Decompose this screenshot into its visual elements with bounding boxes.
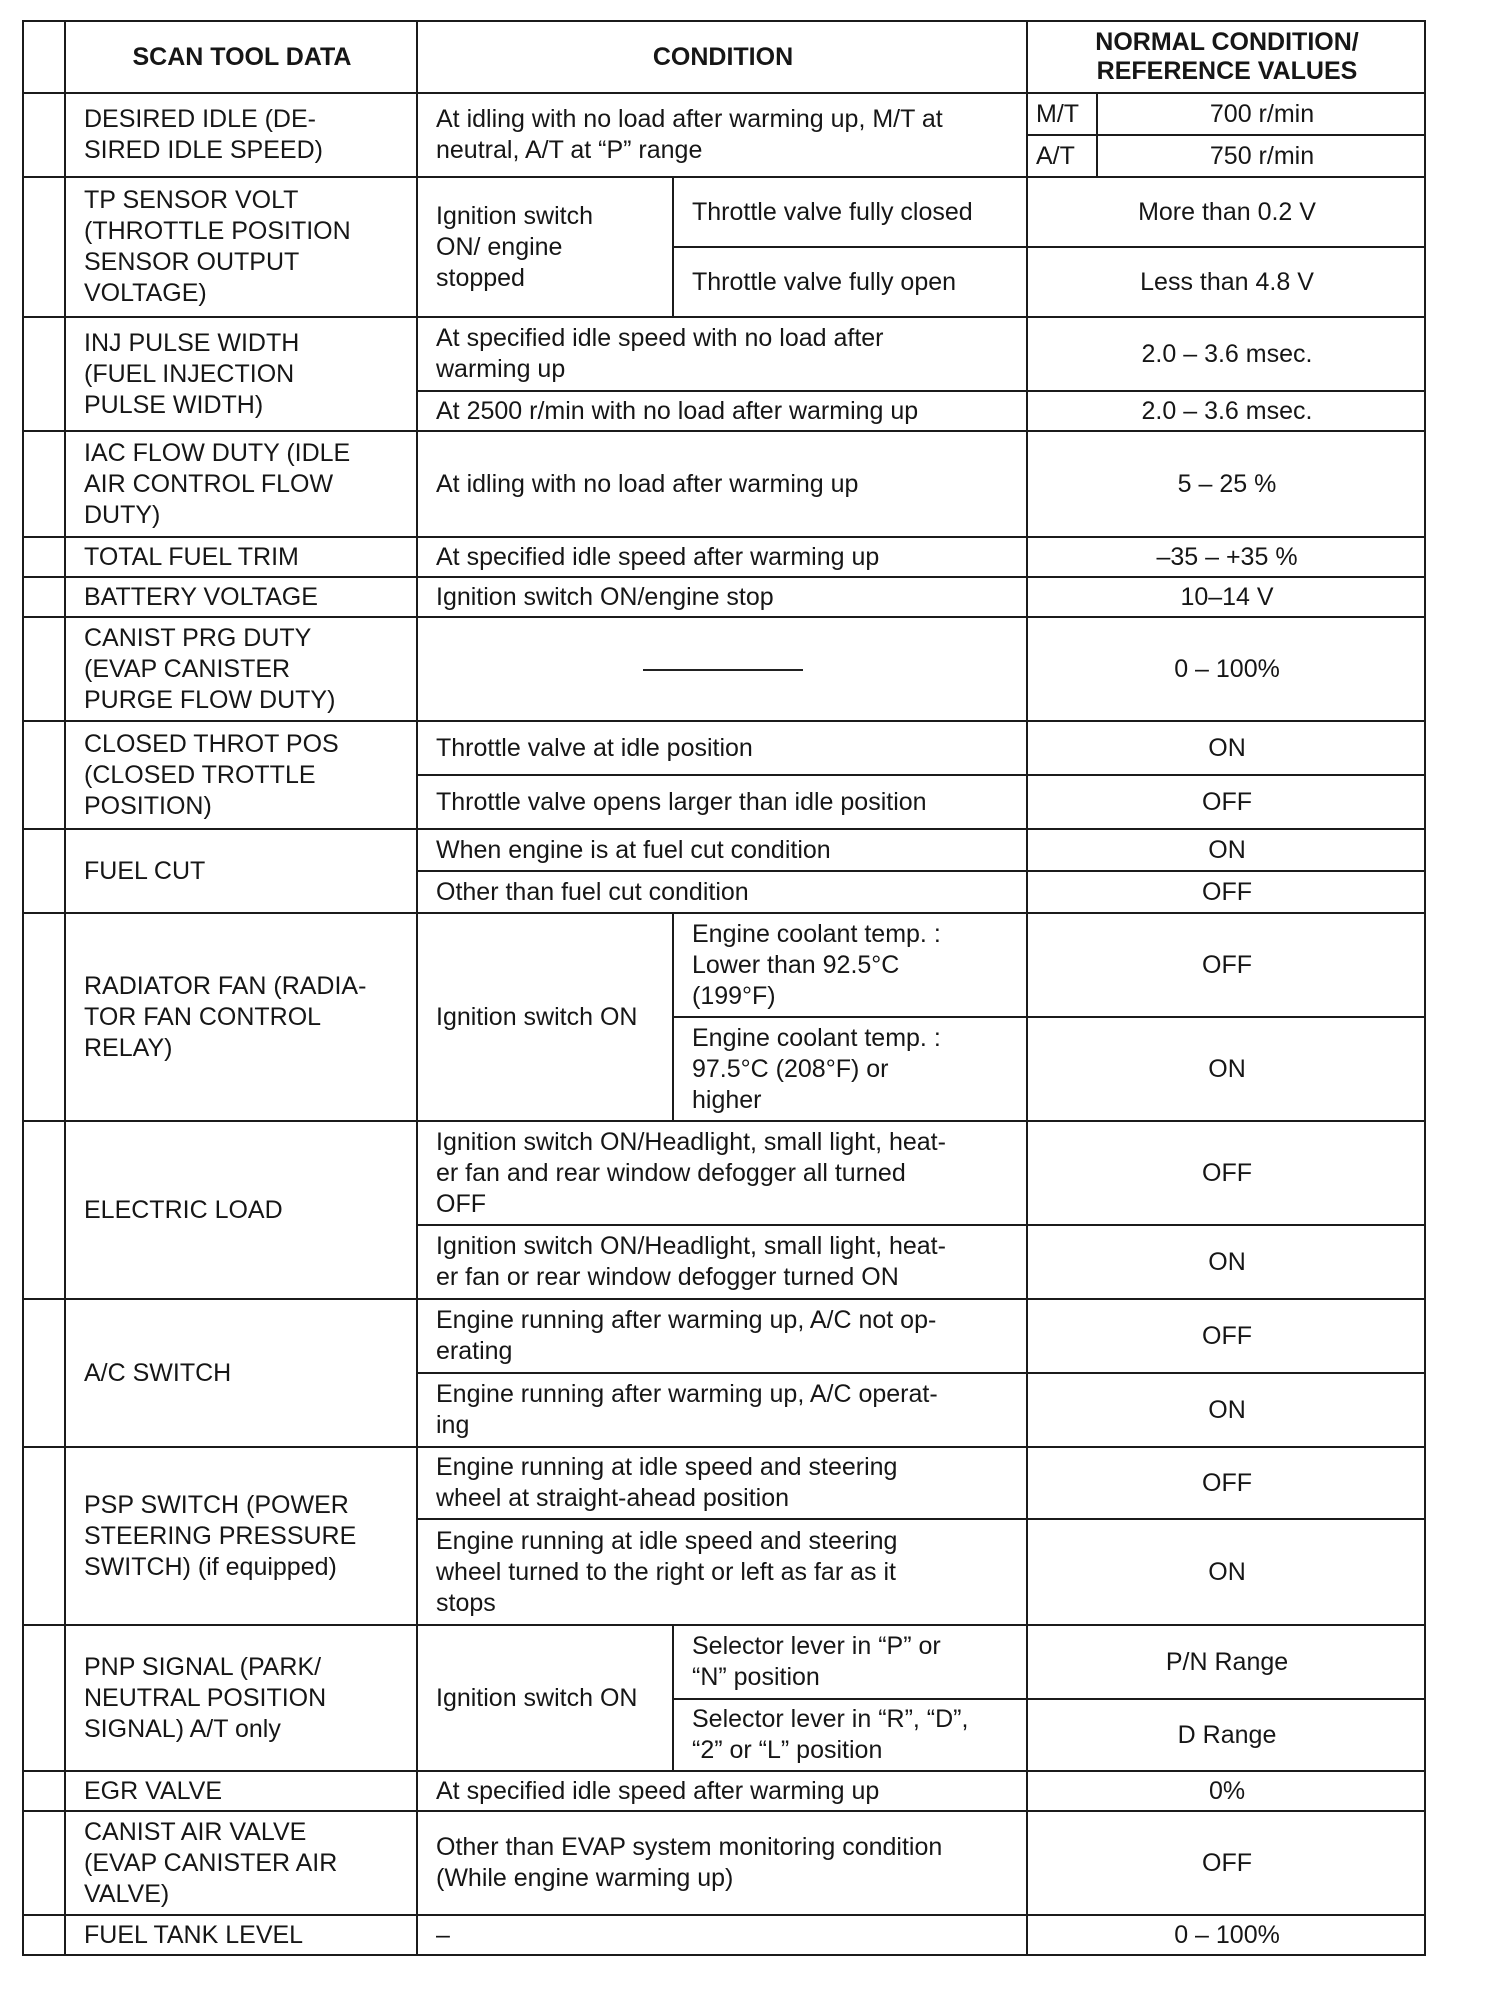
value-cell: OFF: [1027, 913, 1425, 1017]
data-name-cell: FUEL CUT: [65, 829, 417, 913]
marker-cell: [23, 1811, 65, 1915]
marker-cell: [23, 1121, 65, 1299]
condition-cell: Ignition switch ON/Headlight, small light, heat- er fan or rear window defogger turned ON: [417, 1225, 1027, 1299]
value-cell: 2.0 – 3.6 msec.: [1027, 391, 1425, 431]
data-name-cell: ELECTRIC LOAD: [65, 1121, 417, 1299]
condition-cell: Throttle valve at idle position: [417, 721, 1027, 775]
data-name-cell: A/C SWITCH: [65, 1299, 417, 1447]
value-cell: OFF: [1027, 1447, 1425, 1519]
data-name-cell: TP SENSOR VOLT (THROTTLE POSITION SENSOR OUTPUT VOLTAGE): [65, 177, 417, 317]
data-name-cell: EGR VALVE: [65, 1771, 417, 1811]
table-row: [23, 177, 1425, 247]
table-row: [23, 1299, 1425, 1373]
condition-cell: –: [417, 1915, 1027, 1955]
data-name-cell: INJ PULSE WIDTH (FUEL INJECTION PULSE WIDTH): [65, 317, 417, 431]
condition-cell: [417, 617, 1027, 721]
sub-condition-cell: Engine coolant temp. : 97.5°C (208°F) or higher: [673, 1017, 1027, 1121]
table-row: [23, 617, 1425, 721]
header-condition: CONDITION: [417, 21, 1027, 93]
marker-cell: [23, 431, 65, 537]
value-cell: P/N Range: [1027, 1625, 1425, 1699]
value-cell: 0%: [1027, 1771, 1425, 1811]
sub-condition-cell: Selector lever in “R”, “D”, “2” or “L” position: [673, 1699, 1027, 1771]
data-name-cell: RADIATOR FAN (RADIA- TOR FAN CONTROL RELAY): [65, 913, 417, 1121]
value-cell: OFF: [1027, 1811, 1425, 1915]
value-cell: ON: [1027, 829, 1425, 871]
mt-label: M/T: [1027, 93, 1097, 135]
value-cell: ON: [1027, 1519, 1425, 1625]
marker-cell: [23, 21, 65, 93]
value-cell: ON: [1027, 1225, 1425, 1299]
value-cell: 10–14 V: [1027, 577, 1425, 617]
marker-cell: [23, 721, 65, 829]
table-row: [23, 1447, 1425, 1519]
data-name-cell: PSP SWITCH (POWER STEERING PRESSURE SWITCH) (if equipped): [65, 1447, 417, 1625]
condition-cell: At specified idle speed after warming up: [417, 1771, 1027, 1811]
sub-condition-cell: Throttle valve fully open: [673, 247, 1027, 317]
value-cell: ON: [1027, 1017, 1425, 1121]
value-cell: 750 r/min: [1097, 135, 1425, 177]
value-cell: 700 r/min: [1097, 93, 1425, 135]
marker-cell: [23, 1625, 65, 1771]
condition-cell: Ignition switch ON/Headlight, small light, heat- er fan and rear window defogger all turned OFF: [417, 1121, 1027, 1225]
value-cell: OFF: [1027, 1121, 1425, 1225]
condition-cell: Engine running after warming up, A/C not op- erating: [417, 1299, 1027, 1373]
sub-condition-cell: Throttle valve fully closed: [673, 177, 1027, 247]
data-name-cell: IAC FLOW DUTY (IDLE AIR CONTROL FLOW DUTY): [65, 431, 417, 537]
value-cell: 0 – 100%: [1027, 617, 1425, 721]
table-row: [23, 1811, 1425, 1915]
table-row: [23, 1915, 1425, 1955]
marker-cell: [23, 93, 65, 177]
data-name-cell: CANIST AIR VALVE (EVAP CANISTER AIR VALVE): [65, 1811, 417, 1915]
table-row: [23, 431, 1425, 537]
sub-condition-cell: Selector lever in “P” or “N” position: [673, 1625, 1027, 1699]
marker-cell: [23, 537, 65, 577]
condition-cell: Engine running at idle speed and steering wheel at straight-ahead position: [417, 1447, 1027, 1519]
condition-cell: When engine is at fuel cut condition: [417, 829, 1027, 871]
table-row: [23, 721, 1425, 775]
marker-cell: [23, 1771, 65, 1811]
table-row: [23, 317, 1425, 391]
condition-cell: Other than fuel cut condition: [417, 871, 1027, 913]
marker-cell: [23, 913, 65, 1121]
condition-cell: Engine running after warming up, A/C operat- ing: [417, 1373, 1027, 1447]
condition-cell: Ignition switch ON: [417, 1625, 673, 1771]
header-normal-condition: NORMAL CONDITION/ REFERENCE VALUES: [1027, 21, 1425, 93]
table-row: [23, 913, 1425, 1017]
scan-tool-data-sheet: [22, 20, 1426, 1956]
condition-cell: Other than EVAP system monitoring condition (While engine warming up): [417, 1811, 1027, 1915]
value-cell: –35 – +35 %: [1027, 537, 1425, 577]
header-scan-tool-data: SCAN TOOL DATA: [65, 21, 417, 93]
value-cell: 2.0 – 3.6 msec.: [1027, 317, 1425, 391]
table-row: [23, 537, 1425, 577]
marker-cell: [23, 177, 65, 317]
value-cell: ON: [1027, 721, 1425, 775]
data-name-cell: BATTERY VOLTAGE: [65, 577, 417, 617]
condition-cell: Throttle valve opens larger than idle position: [417, 775, 1027, 829]
at-label: A/T: [1027, 135, 1097, 177]
condition-cell: At specified idle speed after warming up: [417, 537, 1027, 577]
condition-cell: Engine running at idle speed and steering wheel turned to the right or left as far as it stops: [417, 1519, 1027, 1625]
table-row: [23, 829, 1425, 871]
condition-cell: Ignition switch ON/ engine stopped: [417, 177, 673, 317]
value-cell: 0 – 100%: [1027, 1915, 1425, 1955]
table-row: [23, 93, 1425, 135]
data-name-cell: CLOSED THROT POS (CLOSED TROTTLE POSITION): [65, 721, 417, 829]
marker-cell: [23, 577, 65, 617]
data-name-cell: TOTAL FUEL TRIM: [65, 537, 417, 577]
condition-cell: At idling with no load after warming up: [417, 431, 1027, 537]
data-name-cell: DESIRED IDLE (DE- SIRED IDLE SPEED): [65, 93, 417, 177]
data-name-cell: PNP SIGNAL (PARK/ NEUTRAL POSITION SIGNAL) A/T only: [65, 1625, 417, 1771]
table-row: [23, 1625, 1425, 1699]
marker-cell: [23, 617, 65, 721]
value-cell: OFF: [1027, 775, 1425, 829]
condition-cell: Ignition switch ON/engine stop: [417, 577, 1027, 617]
marker-cell: [23, 829, 65, 913]
value-cell: 5 – 25 %: [1027, 431, 1425, 537]
marker-cell: [23, 1447, 65, 1625]
table-header-row: [23, 21, 1425, 93]
condition-cell: Ignition switch ON: [417, 913, 673, 1121]
marker-cell: [23, 1299, 65, 1447]
sub-condition-cell: Engine coolant temp. : Lower than 92.5°C (199°F): [673, 913, 1027, 1017]
no-condition-dash: [643, 669, 803, 671]
value-cell: Less than 4.8 V: [1027, 247, 1425, 317]
marker-cell: [23, 1915, 65, 1955]
value-cell: D Range: [1027, 1699, 1425, 1771]
value-cell: ON: [1027, 1373, 1425, 1447]
condition-cell: At specified idle speed with no load after warming up: [417, 317, 1027, 391]
data-name-cell: CANIST PRG DUTY (EVAP CANISTER PURGE FLOW DUTY): [65, 617, 417, 721]
data-name-cell: FUEL TANK LEVEL: [65, 1915, 417, 1955]
condition-cell: At 2500 r/min with no load after warming up: [417, 391, 1027, 431]
marker-cell: [23, 317, 65, 431]
table-row: [23, 577, 1425, 617]
table-row: [23, 1771, 1425, 1811]
value-cell: OFF: [1027, 1299, 1425, 1373]
value-cell: More than 0.2 V: [1027, 177, 1425, 247]
value-cell: OFF: [1027, 871, 1425, 913]
table-row: [23, 1121, 1425, 1225]
scan-tool-data-table: [22, 20, 1426, 1956]
condition-cell: At idling with no load after warming up, M/T at neutral, A/T at “P” range: [417, 93, 1027, 177]
